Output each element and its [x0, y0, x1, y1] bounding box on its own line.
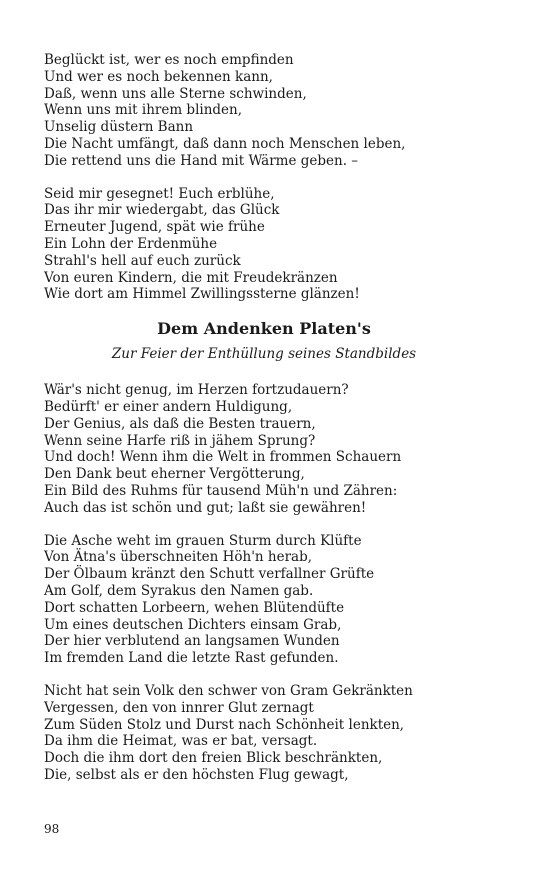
stanza — [44, 382, 524, 516]
verse-line: Den Dank beut eherner Vergötterung, — [44, 466, 305, 483]
stanza — [44, 683, 524, 784]
verse-line: Doch die ihm dort den freien Blick beschränkten, — [44, 750, 383, 767]
verse-line: Im fremden Land die letzte Rast gefunden. — [44, 650, 339, 667]
verse-line: Ein Lohn der Erdenmühe — [44, 235, 218, 252]
verse-line: Und wer es noch bekennen kann, — [44, 68, 273, 85]
verse-line: Strahl's hell auf euch zurück — [44, 252, 241, 269]
poem-body — [44, 382, 524, 784]
verse-line: Auch das ist schön und gut; laßt sie gewähren! — [44, 499, 367, 516]
verse-line: Ein Bild des Ruhms für tausend Müh'n und Zähren: — [44, 482, 398, 499]
verse-line: Wär's nicht genug, im Herzen fortzudauern? — [44, 382, 349, 399]
verse-line: Das ihr mir wiedergabt, das Glück — [44, 202, 280, 219]
verse-line: Da ihm die Heimat, was er bat, versagt. — [44, 733, 318, 750]
verse-line: Von euren Kindern, die mit Freudekränzen — [44, 269, 338, 286]
page-content — [44, 52, 524, 800]
verse-line: Am Golf, dem Syrakus den Namen gab. — [44, 582, 314, 599]
poem-subtitle: Zur Feier der Enthüllung seines Standbildes — [111, 346, 417, 363]
verse-line: Der Ölbaum kränzt den Schutt verfallner Grüfte — [44, 566, 375, 583]
verse-line: Vergessen, den von innrer Glut zernagt — [44, 699, 314, 716]
verse-line: Unselig düstern Bann — [44, 119, 194, 136]
stanza — [44, 52, 524, 170]
verse-line: Die, selbst als er den höchsten Flug gewagt, — [44, 766, 349, 783]
verse-line: Die Nacht umfängt, daß dann noch Menschen leben, — [44, 135, 406, 152]
verse-line: Wie dort am Himmel Zwillingssterne glänzen! — [44, 286, 360, 303]
verse-line: Bedürft' er einer andern Huldigung, — [44, 398, 293, 415]
verse-line: Wenn seine Harfe riß in jähem Sprung? — [44, 432, 316, 449]
poem-title: Dem Andenken Platen's — [157, 319, 371, 339]
verse-line: Wenn uns mit ihrem blinden, — [44, 102, 243, 119]
verse-line: Nicht hat sein Volk den schwer von Gram Gekränkten — [44, 682, 413, 699]
verse-line: Beglückt ist, wer es noch empfinden — [44, 52, 294, 68]
verse-line: Seid mir gesegnet! Euch erblühe, — [44, 185, 275, 202]
verse-line: Die Asche weht im grauen Sturm durch Klüfte — [44, 532, 362, 549]
verse-line: Erneuter Jugend, spät wie frühe — [44, 219, 265, 236]
stanza — [44, 533, 524, 667]
verse-line: Der Genius, als daß die Besten trauern, — [44, 415, 316, 432]
poem-continuation — [44, 52, 524, 303]
verse-line: Die rettend uns die Hand mit Wärme geben. – — [44, 152, 359, 169]
verse-line: Um eines deutschen Dichters einsam Grab, — [44, 616, 342, 633]
stanza — [44, 186, 524, 304]
page-number: 98 — [44, 822, 60, 836]
verse-line: Der hier verblutend an langsamen Wunden — [44, 633, 340, 650]
verse-line: Und doch! Wenn ihm die Welt in frommen Schauern — [44, 449, 402, 466]
verse-line: Zum Süden Stolz und Durst nach Schönheit lenkten, — [44, 716, 405, 733]
verse-line: Daß, wenn uns alle Sterne schwinden, — [44, 85, 307, 102]
verse-line: Von Ätna's überschneiten Höh'n herab, — [44, 549, 313, 566]
verse-line: Dort schatten Lorbeern, wehen Blütendüfte — [44, 599, 345, 616]
